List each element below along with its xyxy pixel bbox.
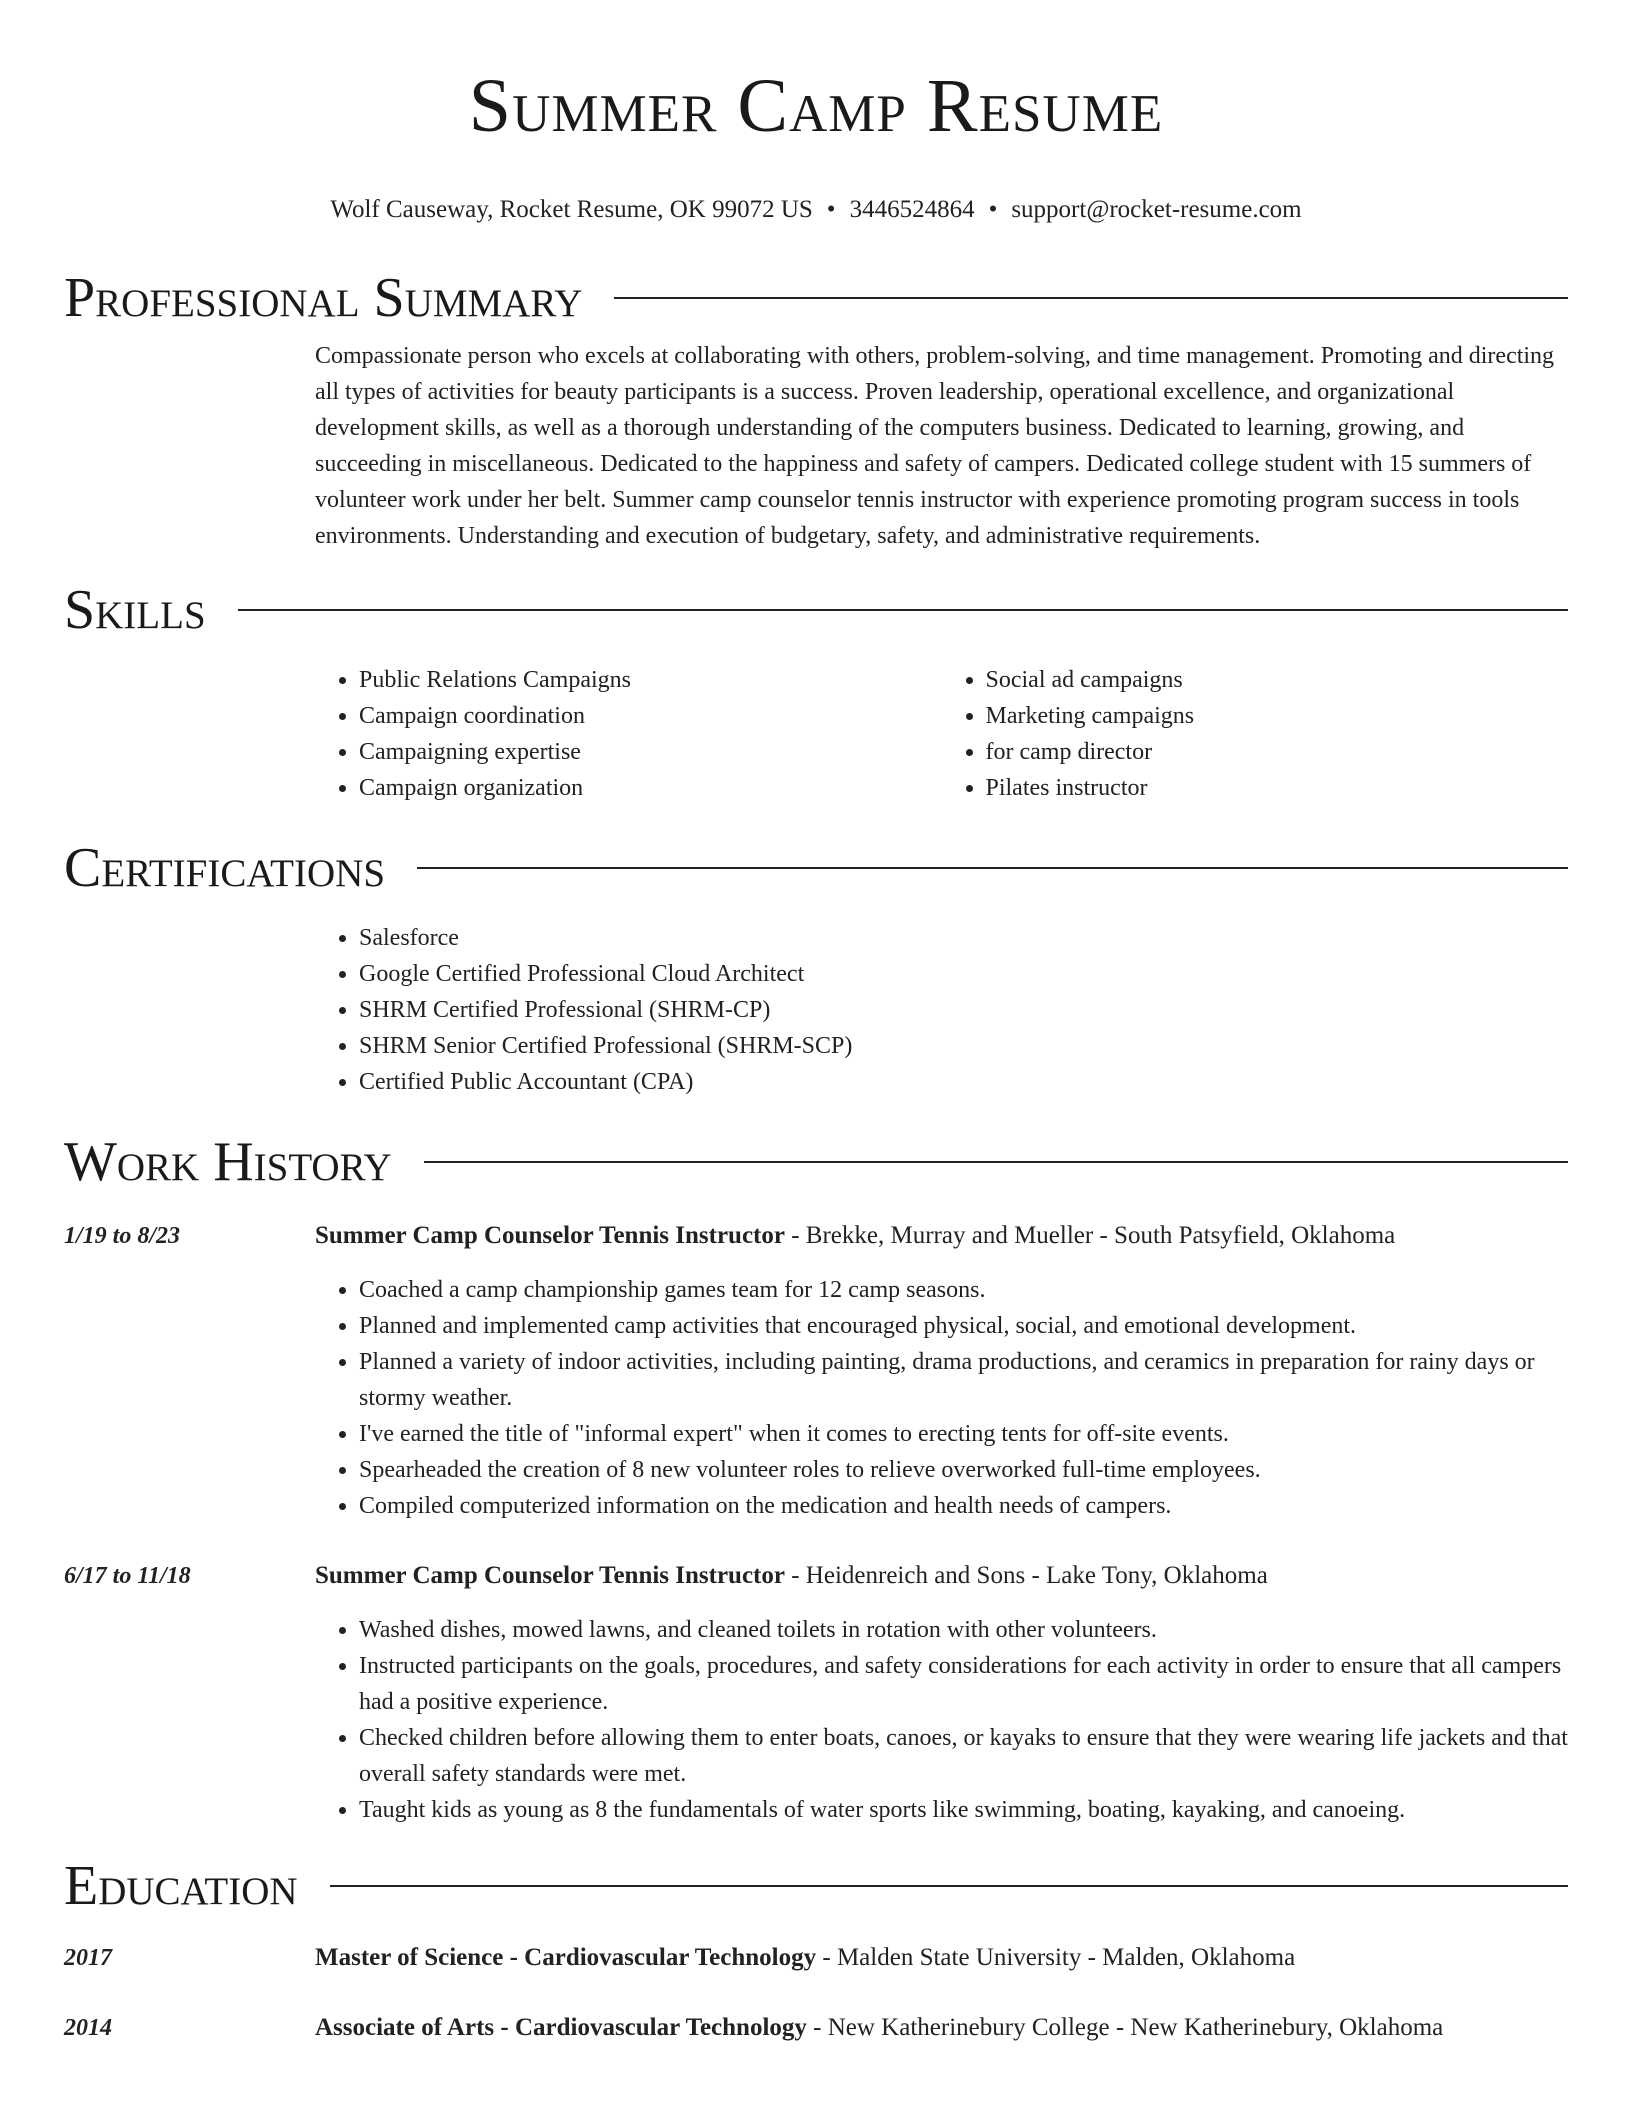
skills-list-left bbox=[315, 662, 942, 806]
phone: 3446524864 bbox=[849, 196, 975, 223]
address: Wolf Causeway, Rocket Resume, OK 99072 US bbox=[330, 196, 813, 223]
job-dates: 1/19 to 8/23 bbox=[64, 1223, 181, 1249]
job-bullet: • Planned a variety of indoor activities, including painting, drama productions, and ceramics in preparation for rainy days or stormy weather. bbox=[359, 1344, 1568, 1416]
section-divider bbox=[424, 1161, 1568, 1163]
education-degree: Associate of Arts - Cardiovascular Technology bbox=[315, 2014, 807, 2041]
job-entry bbox=[64, 1218, 1568, 1254]
job-employer: - Heidenreich and Sons - Lake Tony, Oklahoma bbox=[784, 1562, 1268, 1589]
section-heading-education: Education bbox=[64, 1855, 298, 1917]
job-title: Summer Camp Counselor Tennis Instructor bbox=[315, 1222, 785, 1249]
job-dates: 6/17 to 11/18 bbox=[64, 1563, 191, 1589]
certification-item: • SHRM Senior Certified Professional (SHRM-SCP) bbox=[359, 1028, 1568, 1064]
summary-body bbox=[315, 338, 1568, 554]
section-heading-skills: Skills bbox=[64, 579, 206, 641]
certification-item: • SHRM Certified Professional (SHRM-CP) bbox=[359, 992, 1568, 1028]
job-bullet: • Compiled computerized information on the medication and health needs of campers. bbox=[359, 1488, 1568, 1524]
job-bullet: • Checked children before allowing them to enter boats, canoes, or kayaks to ensure that they were wearing life jackets and that overall safety standards were met. bbox=[359, 1720, 1568, 1792]
skills-section-header bbox=[64, 578, 1568, 642]
education-line bbox=[315, 1940, 1295, 1976]
education-year: 2017 bbox=[64, 1945, 112, 1971]
job-duties bbox=[315, 1612, 1568, 1828]
section-divider bbox=[417, 867, 1568, 869]
email-link[interactable]: support@rocket-resume.com bbox=[1011, 196, 1302, 223]
job-bullet: • Planned and implemented camp activities that encouraged physical, social, and emotional development. bbox=[359, 1308, 1568, 1344]
separator: • bbox=[826, 196, 836, 223]
education-line bbox=[315, 2010, 1443, 2046]
certifications-list bbox=[315, 920, 1568, 1100]
certifications-section-header bbox=[64, 836, 1568, 900]
job-bullets bbox=[315, 1272, 1568, 1524]
job-bullet: • Spearheaded the creation of 8 new volunteer roles to relieve overworked full-time employees. bbox=[359, 1452, 1568, 1488]
skill-item: • Campaign coordination bbox=[359, 698, 942, 734]
skill-item: • Social ad campaigns bbox=[986, 662, 1569, 698]
job-entry bbox=[64, 1558, 1568, 1594]
skills-grid bbox=[315, 662, 1568, 806]
resume-title: Summer Camp Resume bbox=[468, 64, 1164, 148]
job-title: Summer Camp Counselor Tennis Instructor bbox=[315, 1562, 785, 1589]
education-year: 2014 bbox=[64, 2015, 112, 2041]
certification-item: • Certified Public Accountant (CPA) bbox=[359, 1064, 1568, 1100]
work-section-header bbox=[64, 1130, 1568, 1194]
education-school: - New Katherinebury College - New Katherinebury, Oklahoma bbox=[806, 2014, 1444, 2041]
separator: • bbox=[988, 196, 998, 223]
job-title-line bbox=[315, 1558, 1268, 1594]
section-heading-certifications: Certifications bbox=[64, 837, 386, 899]
job-bullet: • Coached a camp championship games team for 12 camp seasons. bbox=[359, 1272, 1568, 1308]
education-school: - Malden State University - Malden, Oklahoma bbox=[816, 1944, 1296, 1971]
certification-item: • Salesforce bbox=[359, 920, 1568, 956]
section-divider bbox=[330, 1885, 1568, 1887]
section-heading-summary: Professional Summary bbox=[64, 267, 583, 329]
contact-line bbox=[64, 194, 1568, 226]
skill-item: • Campaigning expertise bbox=[359, 734, 942, 770]
education-entry bbox=[64, 2010, 1568, 2046]
skills-list-right bbox=[942, 662, 1569, 806]
job-bullet: • I've earned the title of "informal expert" when it comes to erecting tents for off-site events. bbox=[359, 1416, 1568, 1452]
job-bullet: • Instructed participants on the goals, procedures, and safety considerations for each activity in order to ensure that all campers had a positive experience. bbox=[359, 1648, 1568, 1720]
education-entry bbox=[64, 1940, 1568, 1976]
job-duties bbox=[315, 1272, 1568, 1524]
skill-item: • Pilates instructor bbox=[986, 770, 1569, 806]
section-divider bbox=[614, 297, 1568, 299]
job-bullet: • Washed dishes, mowed lawns, and cleaned toilets in rotation with other volunteers. bbox=[359, 1612, 1568, 1648]
section-divider bbox=[238, 609, 1568, 611]
skill-item: • Campaign organization bbox=[359, 770, 942, 806]
job-employer: - Brekke, Murray and Mueller - South Patsyfield, Oklahoma bbox=[784, 1222, 1396, 1249]
section-heading-work: Work History bbox=[64, 1131, 392, 1193]
education-degree: Master of Science - Cardiovascular Technology bbox=[315, 1944, 817, 1971]
skill-item: • Public Relations Campaigns bbox=[359, 662, 942, 698]
job-bullets bbox=[315, 1612, 1568, 1828]
job-bullet: • Taught kids as young as 8 the fundamentals of water sports like swimming, boating, kayaking, and canoeing. bbox=[359, 1792, 1568, 1828]
skill-item: • Marketing campaigns bbox=[986, 698, 1569, 734]
job-title-line bbox=[315, 1218, 1395, 1254]
certification-item: • Google Certified Professional Cloud Architect bbox=[359, 956, 1568, 992]
summary-text: Compassionate person who excels at collaborating with others, problem-solving, and time management. Promoting and directing all types of activities for beauty participants is a success. Proven leadership, operational excellence, and organizational development skills, as well as a thorough understanding of the computers business. Dedicated to learning, growing, and succeeding in miscellaneous. Dedicated to the happiness and safety of campers. Dedicated college student with 15 summers of volunteer work under her belt. Summer camp counselor tennis instructor with experience promoting program success in tools environments. Understanding and execution of budgetary, safety, and administrative requirements. bbox=[315, 343, 1555, 549]
education-section-header bbox=[64, 1854, 1568, 1918]
skill-item: • for camp director bbox=[986, 734, 1569, 770]
summary-section-header bbox=[64, 266, 1568, 330]
certifications-body bbox=[315, 920, 1568, 1100]
